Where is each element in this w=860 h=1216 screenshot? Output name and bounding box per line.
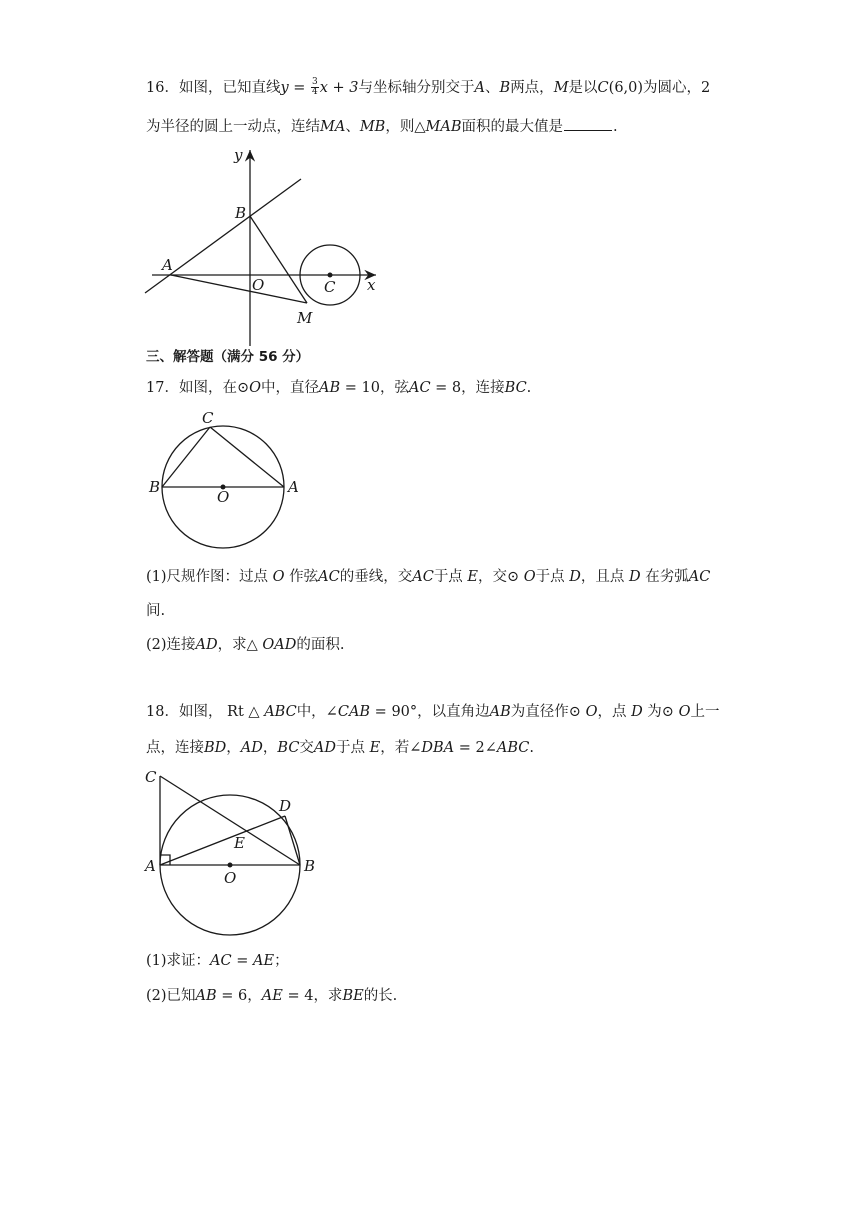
label-M: M <box>297 309 313 327</box>
chord-AC <box>210 427 284 487</box>
label-O: O <box>217 488 230 506</box>
label-A: A <box>162 256 173 274</box>
label-O: O <box>224 869 237 887</box>
q17-number: 17． <box>146 380 179 396</box>
q17-part1-line1: (1)尺规作图：过点 O 作弦AC的垂线，交AC于点 E，交⊙ O于点 D，且点 D 在劣弧AC <box>146 569 711 585</box>
q18-figure <box>140 765 330 940</box>
q17-line1: 17．如图，在⊙O中，直径AB = 10，弦AC = 8，连接BC. <box>146 380 532 396</box>
label-O: O <box>252 276 265 294</box>
label-E: E <box>234 834 245 852</box>
segment-CB <box>160 776 300 865</box>
q17-part1-line2: 间. <box>146 603 166 619</box>
q18-line2: 点，连接BD，AD，BC交AD于点 E，若∠DBA = 2∠ABC. <box>146 740 535 756</box>
q18-number: 18． <box>146 704 179 720</box>
label-C: C <box>145 768 157 786</box>
label-A: A <box>288 478 299 496</box>
answer-blank <box>564 117 612 131</box>
label-B: B <box>304 857 316 875</box>
q18-line1: 18．如图， Rt △ ABC中，∠CAB = 90°，以直角边AB为直径作⊙ O，点 D 为⊙ O上一 <box>146 704 720 720</box>
line-AB <box>145 179 301 293</box>
label-B: B <box>149 478 161 496</box>
fraction: $\frac{3}{4}$ <box>312 76 318 97</box>
label-D: D <box>279 797 292 815</box>
center-C-dot <box>328 273 333 278</box>
section-heading: 三、解答题（满分 56 分） <box>146 349 310 365</box>
label-C: C <box>324 278 336 296</box>
q16-number: 16． <box>146 80 179 96</box>
segment-AD <box>160 816 285 865</box>
q16-line1: 16．如图，已知直线y = $\frac{3}{4}$ x + 3与坐标轴分别交于A、B两点，M是以C(6,0)为圆心，2 <box>146 76 711 97</box>
label-C: C <box>202 409 214 427</box>
label-y: y <box>234 146 243 164</box>
q16-figure <box>140 142 390 352</box>
q17-figure <box>140 405 315 555</box>
label-x: x <box>367 276 376 294</box>
label-B: B <box>235 204 247 222</box>
segment-AM <box>171 275 307 303</box>
label-A: A <box>145 857 156 875</box>
center-O-dot <box>228 863 233 868</box>
q17-part2: (2)连接AD，求△ OAD的面积. <box>146 637 345 653</box>
q16-line2: 为半径的圆上一动点，连结MA、MB，则△MAB面积的最大值是 . <box>146 119 618 135</box>
q18-part1: (1)求证：AC = AE； <box>146 953 289 969</box>
q18-part2: (2)已知AB = 6，AE = 4，求BE的长. <box>146 988 398 1004</box>
